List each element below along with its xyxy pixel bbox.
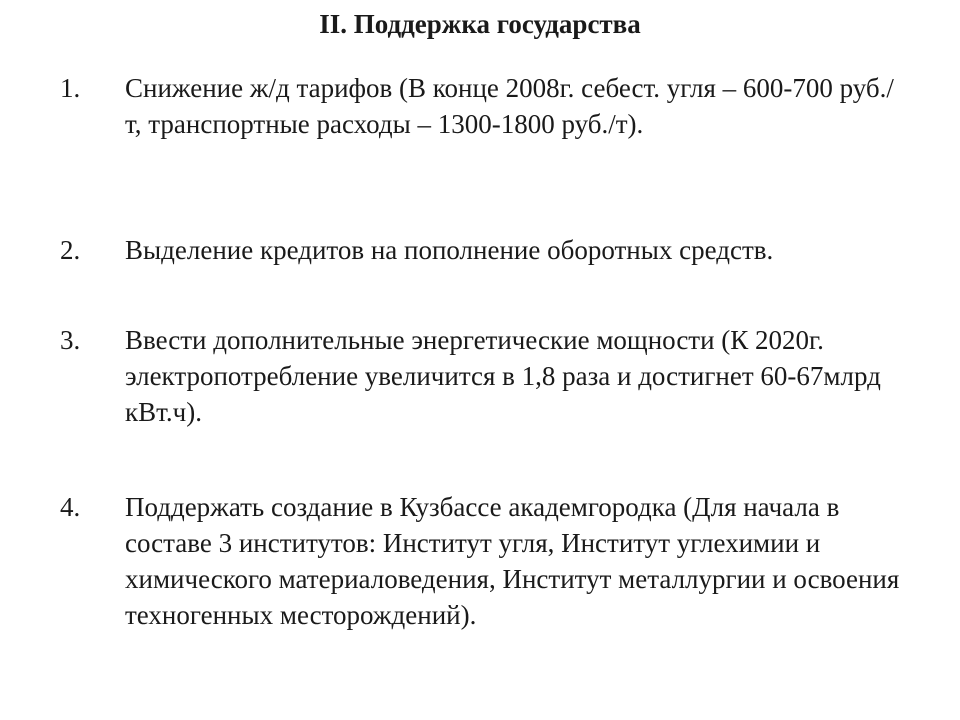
list-item	[60, 232, 900, 268]
list-item-text: Выделение кредитов на пополнение оборотных средств.	[125, 235, 774, 265]
list-item-number: 4.	[60, 492, 81, 522]
list-item-number: 1.	[60, 73, 81, 103]
list-item-text: Ввести дополнительные энергетические мощности (К 2020г. электропотребление увеличится в 1,8 раза и достигнет 60-67млрд кВт.ч).	[125, 325, 881, 427]
slide-title: II. Поддержка государства	[319, 9, 641, 39]
list-item-text: Снижение ж/д тарифов (В конце 2008г. себест. угля – 600-700 руб./т, транспортные расходы – 1300-1800 руб./т).	[125, 73, 894, 139]
list-item-number: 3.	[60, 325, 81, 355]
list-item-number: 2.	[60, 235, 81, 265]
list-item	[60, 489, 900, 633]
list-item	[60, 322, 900, 430]
list-item-text: Поддержать создание в Кузбассе академгородка (Для начала в составе 3 институтов: Институт угля, Институт углехимии и химического материаловедения, Институт металлургии и освоения техногенных месторождений).	[125, 492, 900, 630]
list-item	[60, 70, 900, 142]
